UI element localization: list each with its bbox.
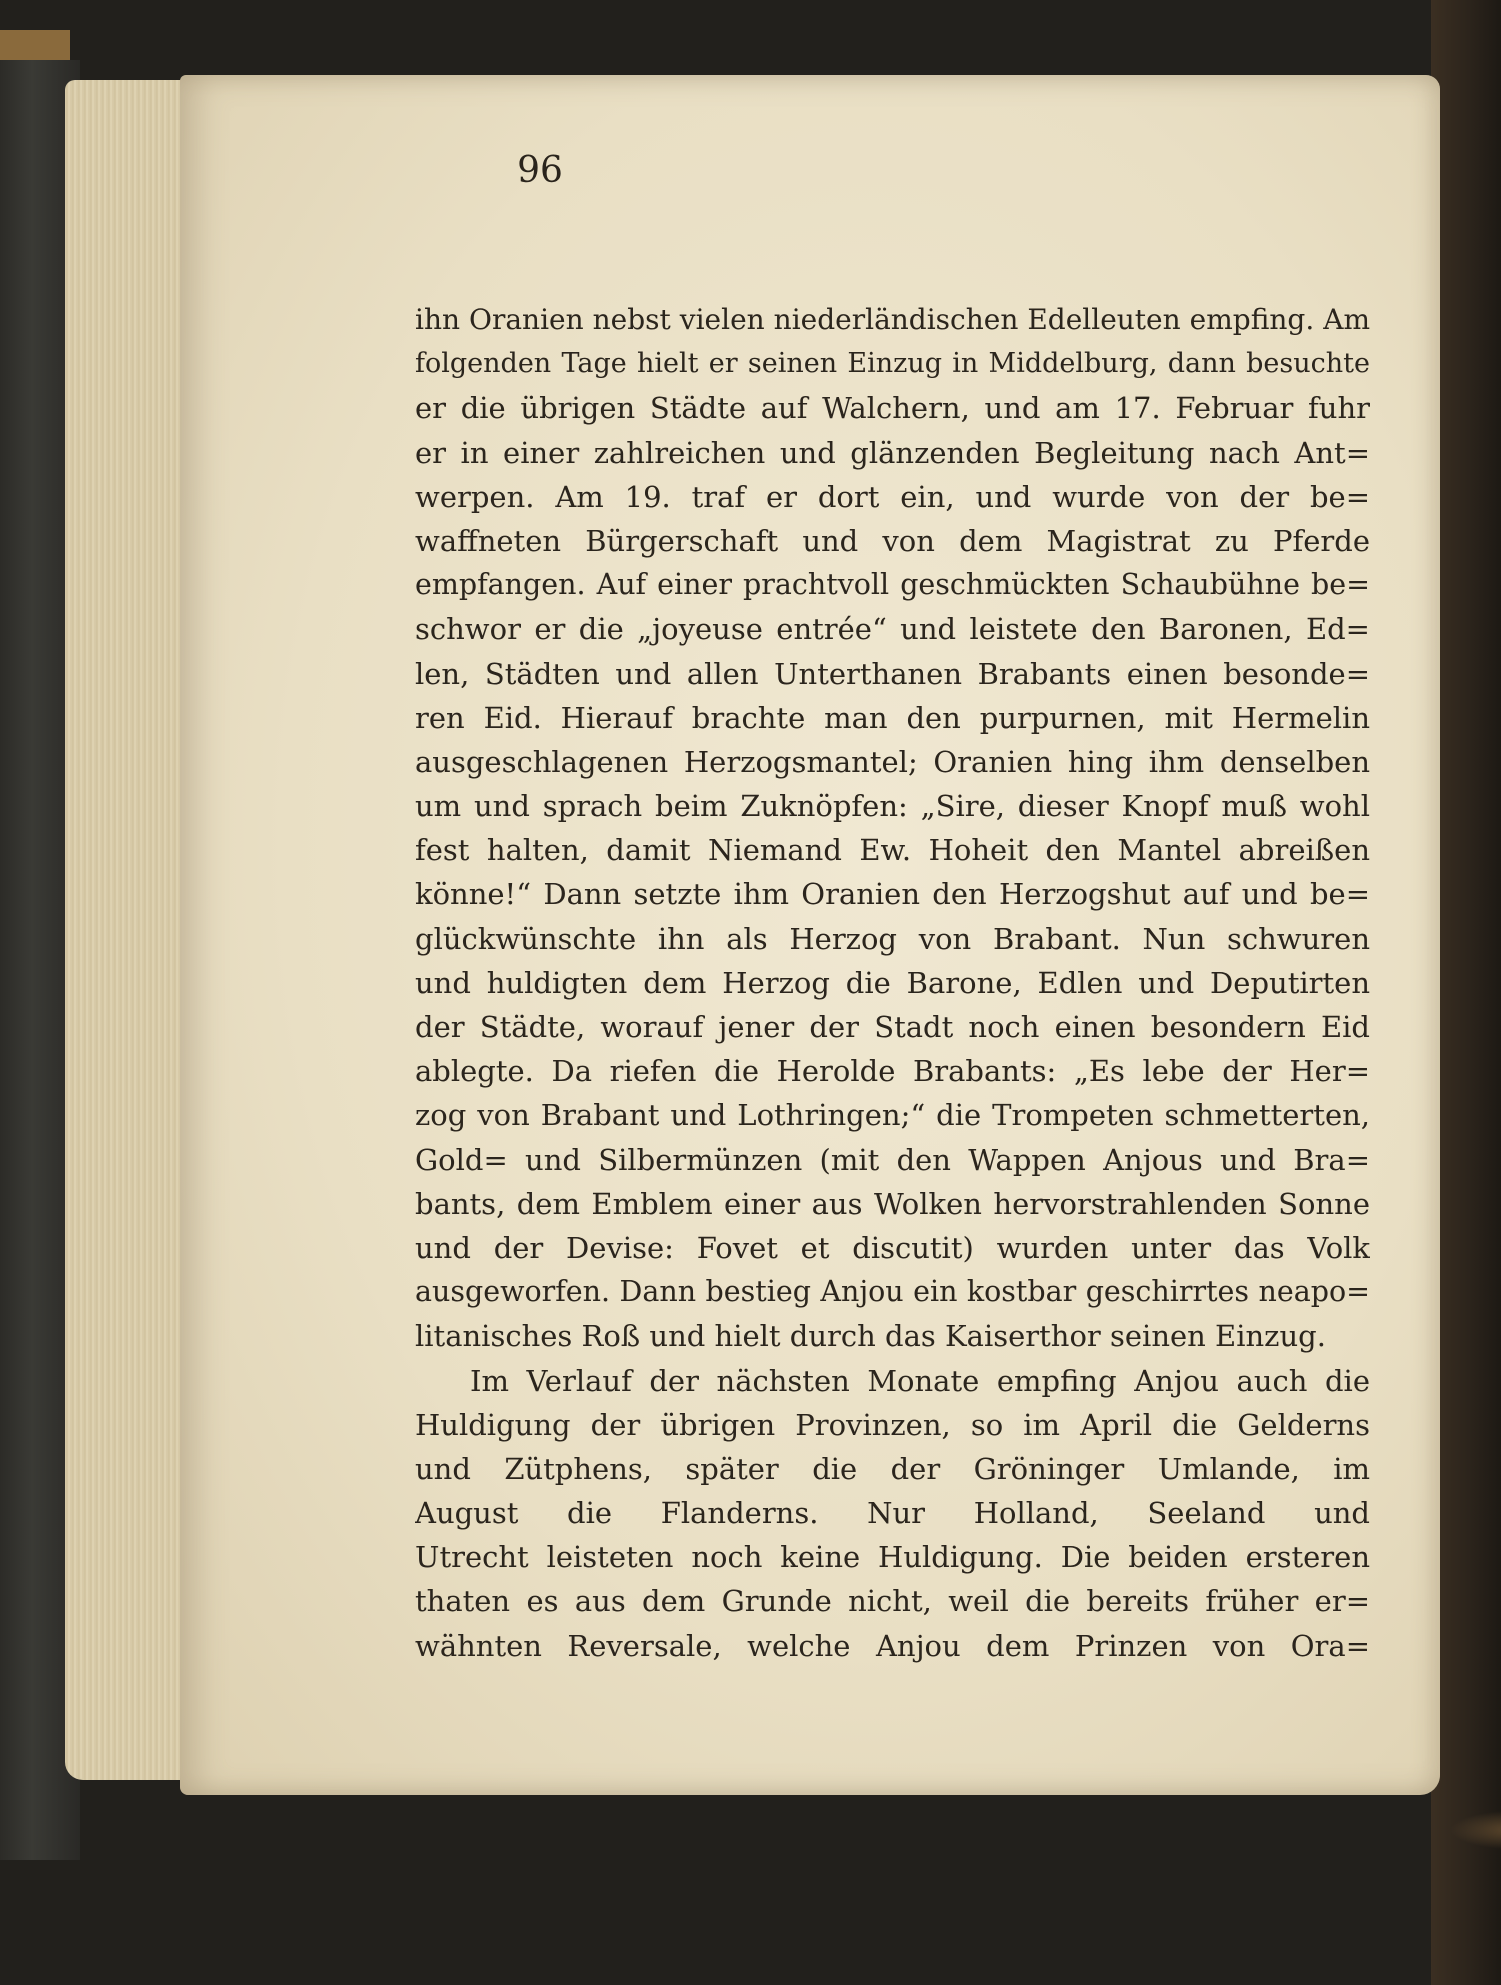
- text-line: schwor er die „joyeuse entrée“ und leistete den Baronen, Ed=: [415, 612, 1370, 647]
- text-line: Gold= und Silbermünzen (mit den Wappen Anjous und Bra=: [415, 1142, 1370, 1177]
- text-line: bants, dem Emblem einer aus Wolken hervorstrahlenden Sonne: [415, 1186, 1370, 1221]
- text-line: ausgeworfen. Dann bestieg Anjou ein kostbar geschirrtes neapo=: [415, 1275, 1370, 1309]
- text-line: ren Eid. Hierauf brachte man den purpurnen, mit Hermelin: [415, 700, 1370, 735]
- text-line: und Zütphens, später die der Gröninger Umlande, im: [415, 1451, 1370, 1486]
- text-line: litanisches Roß und hielt durch das Kaiserthor seinen Einzug.: [415, 1319, 1326, 1354]
- text-line: werpen. Am 19. traf er dort ein, und wurde von der be=: [415, 479, 1370, 514]
- text-line: der Städte, worauf jener der Stadt noch einen besondern Eid: [415, 1010, 1370, 1044]
- text-line: thaten es aus dem Grunde nicht, weil die bereits früher er=: [415, 1584, 1370, 1619]
- text-line: fest halten, damit Niemand Ew. Hoheit den Mantel abreißen: [415, 833, 1370, 868]
- text-line: len, Städten und allen Unterthanen Brabants einen besonde=: [415, 656, 1370, 691]
- text-line: Huldigung der übrigen Provinzen, so im April die Gelderns: [415, 1407, 1370, 1442]
- text-line: und huldigten dem Herzog die Barone, Edlen und Deputirten: [415, 965, 1370, 1000]
- binding-shadow: [1431, 0, 1501, 1985]
- text-line: könne!“ Dann setzte ihm Oranien den Herzogshut auf und be=: [415, 877, 1370, 912]
- text-line: August die Flanderns. Nur Holland, Seeland und: [415, 1496, 1370, 1531]
- page-number: 96: [517, 150, 563, 191]
- text-line: er in einer zahlreichen und glänzenden Begleitung nach Ant=: [415, 435, 1370, 470]
- text-line: und der Devise: Fovet et discutit) wurden unter das Volk: [415, 1230, 1370, 1265]
- text-line: empfangen. Auf einer prachtvoll geschmückten Schaubühne be=: [415, 568, 1370, 602]
- text-line: Utrecht leisteten noch keine Huldigung. Die beiden ersteren: [415, 1540, 1370, 1575]
- text-line: ablegte. Da riefen die Herolde Brabants: „Es lebe der Her=: [415, 1054, 1370, 1089]
- text-line: ihn Oranien nebst vielen niederländischen Edelleuten empfing. Am: [415, 303, 1370, 336]
- text-line: er die übrigen Städte auf Walchern, und am 17. Februar fuhr: [415, 391, 1370, 426]
- text-line: folgenden Tage hielt er seinen Einzug in Middelburg, dann besuchte: [415, 348, 1370, 380]
- page-edges: [65, 80, 185, 1780]
- text-line: um und sprach beim Zuknöpfen: „Sire, dieser Knopf muß wohl: [415, 789, 1370, 824]
- text-line: zog von Brabant und Lothringen;“ die Trompeten schmetterten,: [415, 1098, 1370, 1133]
- text-line: waffneten Bürgerschaft und von dem Magistrat zu Pferde: [415, 523, 1370, 558]
- text-line: Im Verlauf der nächsten Monate empfing Anjou auch die: [470, 1363, 1370, 1398]
- page-body-text: [415, 298, 1370, 1668]
- text-line: glückwünschte ihn als Herzog von Brabant. Nun schwuren: [415, 921, 1370, 956]
- text-line: ausgeschlagenen Herzogsmantel; Oranien hing ihm denselben: [415, 744, 1370, 779]
- text-line: wähnten Reversale, welche Anjou dem Prinzen von Ora=: [415, 1628, 1370, 1663]
